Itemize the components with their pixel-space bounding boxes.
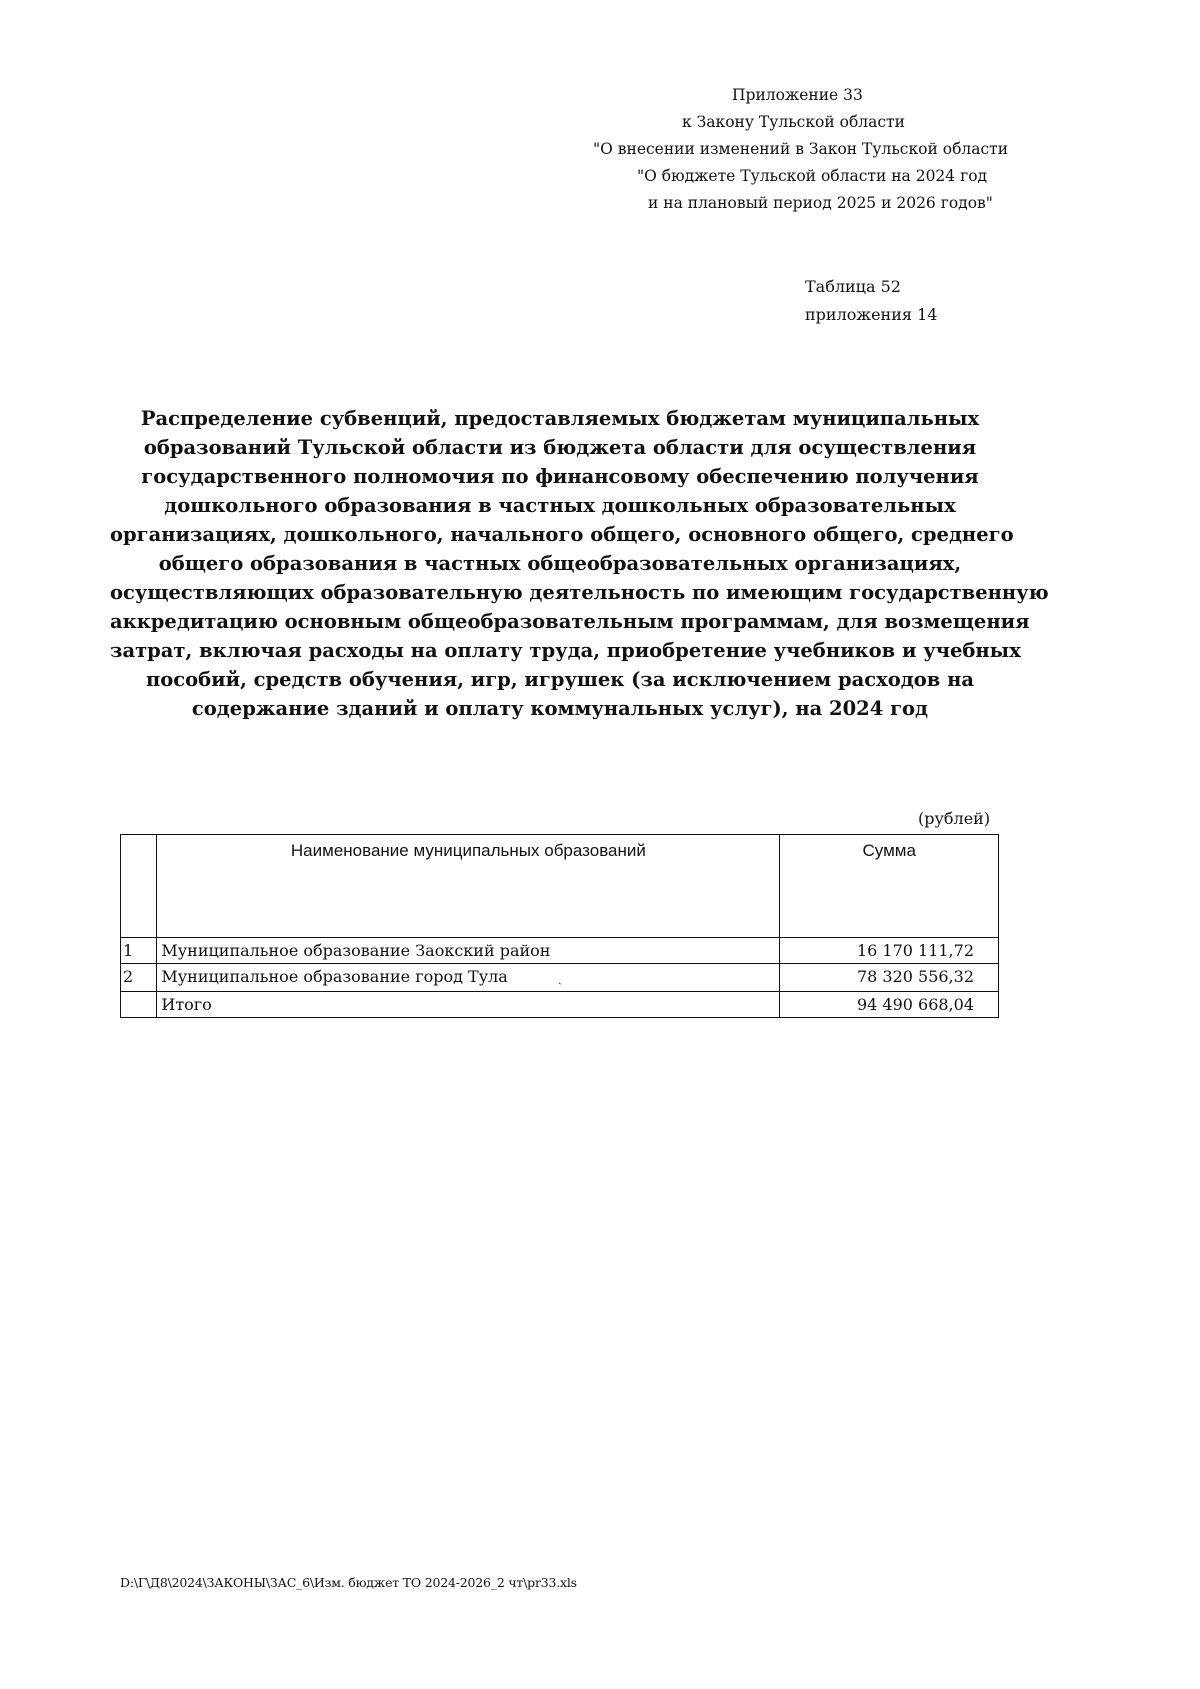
table-row bbox=[121, 938, 999, 964]
appendix-line: "О бюджете Тульской области на 2024 год bbox=[637, 167, 988, 185]
pen-tick-mark: ˏ bbox=[557, 971, 562, 985]
document-title bbox=[110, 404, 1049, 723]
appendix-line: к Закону Тульской области bbox=[682, 113, 905, 131]
table-row bbox=[121, 964, 999, 992]
units-label: (рублей) bbox=[918, 809, 991, 828]
appendix-line: "О внесении изменений в Закон Тульской области bbox=[593, 140, 1009, 158]
appendix-line: и на плановый период 2025 и 2026 годов" bbox=[648, 194, 993, 212]
title-line: содержание зданий и оплату коммунальных услуг), на 2024 год bbox=[191, 697, 929, 720]
title-line: дошкольного образования в частных дошкольных образовательных bbox=[164, 494, 956, 517]
table-header-row bbox=[121, 835, 999, 938]
file-path-footer: D:\Г\Д8\2024\ЗАКОНЫ\ЗАС_6\Изм. бюджет ТО 2024-2026_2 чт\pr33.xls bbox=[120, 1575, 577, 1590]
title-line: аккредитацию основным общеобразовательным программам, для возмещения bbox=[110, 610, 1030, 633]
title-line: затрат, включая расходы на оплату труда, приобретение учебников и учебных bbox=[110, 639, 1021, 662]
appendix-line: Приложение 33 bbox=[732, 86, 863, 104]
title-line: образований Тульской области из бюджета области для осуществления bbox=[143, 436, 977, 459]
title-line: государственного полномочия по финансовому обеспечению получения bbox=[141, 465, 979, 488]
header-sum: Сумма bbox=[780, 835, 999, 938]
appendix-header bbox=[560, 82, 1009, 217]
header-num bbox=[121, 835, 157, 938]
row-name-cell bbox=[157, 964, 780, 992]
subsidy-table bbox=[120, 834, 999, 1018]
appendix-number: приложения 14 bbox=[805, 305, 938, 324]
total-label: Итого bbox=[157, 992, 780, 1018]
table-reference bbox=[805, 273, 937, 329]
title-line: общего образования в частных общеобразовательных организациях, bbox=[158, 552, 962, 575]
total-sum: 94 490 668,04 bbox=[780, 992, 999, 1018]
header-name: Наименование муниципальных образований bbox=[157, 835, 780, 938]
row-name: Муниципальное образование город Тула bbox=[161, 967, 508, 986]
row-name: Муниципальное образование Заокский район bbox=[157, 938, 780, 964]
title-line: осуществляющих образовательную деятельность по имеющим государственную bbox=[110, 581, 1049, 604]
row-num: 2 bbox=[121, 964, 157, 992]
row-num: 1 bbox=[121, 938, 157, 964]
title-line: пособий, средств обучения, игр, игрушек (за исключением расходов на bbox=[146, 668, 974, 691]
title-line: Распределение субвенций, предоставляемых бюджетам муниципальных bbox=[140, 407, 980, 430]
row-sum: 16 170 111,72 bbox=[780, 938, 999, 964]
total-num bbox=[121, 992, 157, 1018]
title-line: организациях, дошкольного, начального общего, основного общего, среднего bbox=[110, 523, 1014, 546]
table-number: Таблица 52 bbox=[805, 277, 901, 296]
table-total-row bbox=[121, 992, 999, 1018]
row-sum: 78 320 556,32 bbox=[780, 964, 999, 992]
